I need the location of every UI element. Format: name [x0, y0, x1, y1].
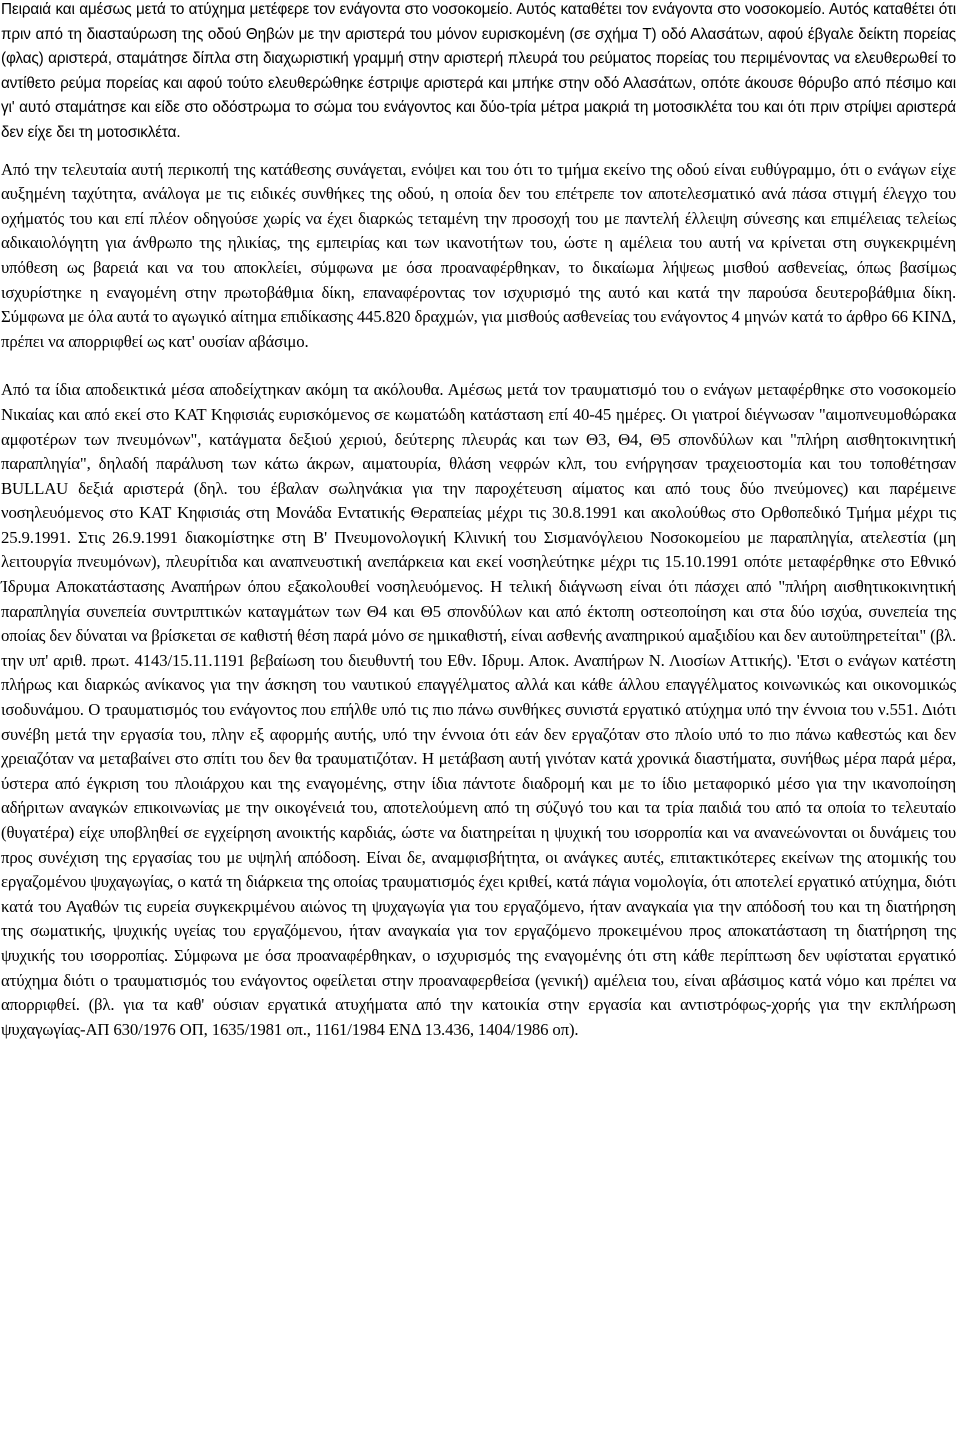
paragraph-witness-testimony: Πειραιά και αμέσως μετά το ατύχημα μετέφερε τον ενάγοντα στο νοσοκομείο. Αυτός καταθέτει τον ενάγοντα στο νοσοκομείο. Αυτός καταθέτει ότι πριν από τη διασταύρωση της οδού Θηβών με την αριστερά του μόνον ευρισκομένη (σε σχήμα Τ) οδό Αλασάτων, αφού έβγαλε δείκτη πορείας (φλας) αριστερά, σταμάτησε δίπλα στη διαχωριστική γραμμή στην αριστερή πλευρά του ρεύματος πορείας του περιμένοντας να ελευθερωθεί το αντίθετο ρεύμα πορείας και αφού τούτο ελευθερώθηκε έστριψε αριστερά και μπήκε στην οδό Αλασάτων, οπότε άκουσε θόρυβο από πέσιμο και γι' αυτό σταμάτησε και είδε στο οδόστρωμα το σώμα του ενάγοντος και δύο-τρία μέτρα μακριά τη μοτοσικλέτα του και ότι πριν στρίψει αριστερά δεν είχε δει τη μοτοσικλέτα. — [1, 1, 956, 141]
paragraph-negligence-finding: Από την τελευταία αυτή περικοπή της κατάθεσης συνάγεται, ενόψει και του ότι το τμήμα εκείνο της οδού είναι ευθύγραμμο, ότι ο ενάγων είχε αυξημένη ταχύτητα, ανάλογα με τις ειδικές συνθήκες της οδού, η οποία δεν του επέτρεπε τον αποτελεσματικό ανά πάσα στιγμή έλεγχο του οχήματός του και επί πλέον οδηγούσε χωρίς να έχει διαρκώς τεταμένη την προσοχή του με παντελή έλλειψη σύνεσης και επιμέλειας τελείως αδικαιολόγητη για άνθρωπο της ηλικίας, της εμπειρίας και των ικανοτήτων του, ώστε η αμέλεια του αυτή να κρίνεται στη συγκεκριμένη υπόθεση ως βαρειά και να του αποκλείει, σύμφωνα με όσα προαναφέρθηκαν, το δικαίωμα λήψεως μισθού ασθενείας, όπως βασίμως ισχυρίστηκε η εναγομένη στην πρωτοβάθμια δίκη, επαναφέροντας τον ισχυρισμό της αυτό και κατά την παρούσα δευτεροβάθμια δίκη. Σύμφωνα με όλα αυτά το αγωγικό αίτημα επιδίκασης 445.820 δραχμών, για μισθούς ασθενείας του ενάγοντος 4 μηνών κατά το άρθρο 66 ΚΙΝΔ, πρέπει να απορριφθεί ως κατ' ουσίαν αβάσιμο. — [1, 159, 956, 351]
paragraph-injuries-and-accident: Από τα ίδια αποδεικτικά μέσα αποδείχτηκαν ακόμη τα ακόλουθα. Αμέσως μετά τον τραυματισμό του ο ενάγων μεταφέρθηκε στο νοσοκομείο Νικαίας και από εκεί στο ΚΑΤ Κηφισιάς ευρισκόμενος σε κωματώδη κατάσταση επί 40-45 ημέρες. Οι γιατροί διέγνωσαν "αιμοπνευμοθώρακα αμφοτέρων των πνευμόνων", κατάγματα δεξιού χεριού, δεύτερης πλευράς και των Θ3, Θ4, Θ5 σπονδύλων και "πλήρη αισθητοκινητική παραπληγία", δηλαδή παράλυση των κάτω άκρων, αιματουρία, θλάση νεφρών κλπ, του ενήργησαν τραχειοστομία και του τοποθέτησαν BULLAU δεξιά αριστερά (δηλ. του έβαλαν σωληνάκια για την παροχέτευση αίματος και από τους δύο πνεύμονες) και παρέμεινε νοσηλευόμενος στο ΚΑΤ Κηφισιάς στη Μονάδα Εντατικής Θεραπείας μέχρι τις 30.8.1991 και ακολούθως στο Ορθοπεδικό Τμήμα μέχρι τις 25.9.1991. Στις 26.9.1991 διακομίστηκε στη Β' Πνευμονολογική Κλινική του Σισμανόγλειου Νοσοκομείου με παραπληγία, ατελεστία (μη λειτουργία πνευμόνων), πλευρίτιδα και αναπνευστική ανεπάρκεια και εκεί νοσηλεύτηκε μέχρι τις 15.10.1991 οπότε μεταφέρθηκε στο Εθνικό Ίδρυμα Αποκατάστασης Αναπήρων όπου εξακολουθεί νοσηλευόμενος. Η τελική διάγνωση είναι ότι πάσχει από "πλήρη αισθητικοκινητική παραπληγία συνεπεία συντριπτικών καταγμάτων των Θ4 και Θ5 σπονδύλων και από έκτοπη οστεοποίηση και στα δύο ισχύα, συνεπεία της οποίας δεν δύναται να βρίσκεται σε καθιστή θέση παρά μόνο σε ημικαθιστή, είναι ασθενής αναπηρικού αμαξιδίου και δεν αυτοϋπηρετείται" (βλ. την υπ' αριθ. πρωτ. 4143/15.11.1191 βεβαίωση του διευθυντή του Εθν. Ιδρυμ. Αποκ. Αναπήρων Ν. Λιοσίων Αττικής). 'Ετσι ο ενάγων κατέστη πλήρως και διαρκώς ανίκανος για την άσκηση του ναυτικού επαγγέλματος αλλά και κάθε άλλου επαγγέλματος κοινωνικώς και οικονομικώς ισοδυνάμου. Ο τραυματισμός του ενάγοντος που επήλθε υπό τις πιο πάνω συνθήκες συνιστά εργατικό ατύχημα υπό την έννοια του ν.551. Διότι συνέβη μετά την εργασία του, πλην εξ αφορμής αυτής, υπό την έννοια ότι εάν δεν εργαζόταν στο πλοίο υπό το πιο πάνω καθεστώς και δεν χρειαζόταν να μεταβαίνει στο σπίτι του δεν θα τραυματιζόταν. Η μετάβαση αυτή γινόταν κατά χρονικά διαστήματα, συνήθως μέρα παρά μέρα, ύστερα από έγκριση του πλοιάρχου και της εναγομένης, στην ίδια πάντοτε διαδρομή και με το ίδιο μεταφορικό μέσο για την ικανοποίηση αδήριτων αναγκών επικοινωνίας με την οικογένειά του, αποτελούμενη από τη σύζυγό του και τα τρία παιδιά του από τα οποία το τελευταίο (θυγατέρα) είχε υποβληθεί σε εγχείρηση ανοικτής καρδιάς, ώστε να διατηρείται η ψυχική του ισορροπία και να ανανεώνονται οι δυνάμεις του προς συνέχιση της εργασίας του με υψηλή απόδοση. Είναι δε, αναμφισβήτητα, οι ανάγκες αυτές, επιτακτικότερες εκείνων της ατομικής του εργαζομένου ψυχαγωγίας, ο κατά τη διάρκεια της οποίας τραυματισμός έχει κριθεί, κατά πάγια νομολογία, ότι αποτελεί εργατικό ατύχημα, διότι κατά του Αγαθών τις ευρεία συγκεκριμένου αιώνος τη ψυχαγωγία για του εργαζόμενο, ήταν αναγκαία για την απόδοσή του και τη διατήρηση της σωματικής, ψυχικής υγείας του εργαζόμενου, ήταν αναγκαία για τον εργαζόμενο προκειμένου προς αποκατάσταση τη διατήρηση της ψυχικής του ισορροπίας. Σύμφωνα με όσα προαναφέρθηκαν, ο ισχυρισμός της εναγομένης ότι στη κάθε περίπτωση δεν υφίσταται εργατικό ατύχημα διότι ο τραυματισμός του ενάγοντος οφείλεται στην προαναφερθείσα (γενική) αμέλεια του, είναι αβάσιμος κατά νόμο και πρέπει να απορριφθεί. (βλ. για τα καθ' ούσιαν εργατικά ατυχήματα από την κατοικία στην εργασία και αντιστρόφως-χορής για την εκπλήρωση ψυχαγωγίας-ΑΠ 630/1976 ΟΠ, 1635/1981 οπ., 1161/1984 ΕΝΔ 13.436, 1404/1986 οπ). — [1, 380, 956, 1039]
